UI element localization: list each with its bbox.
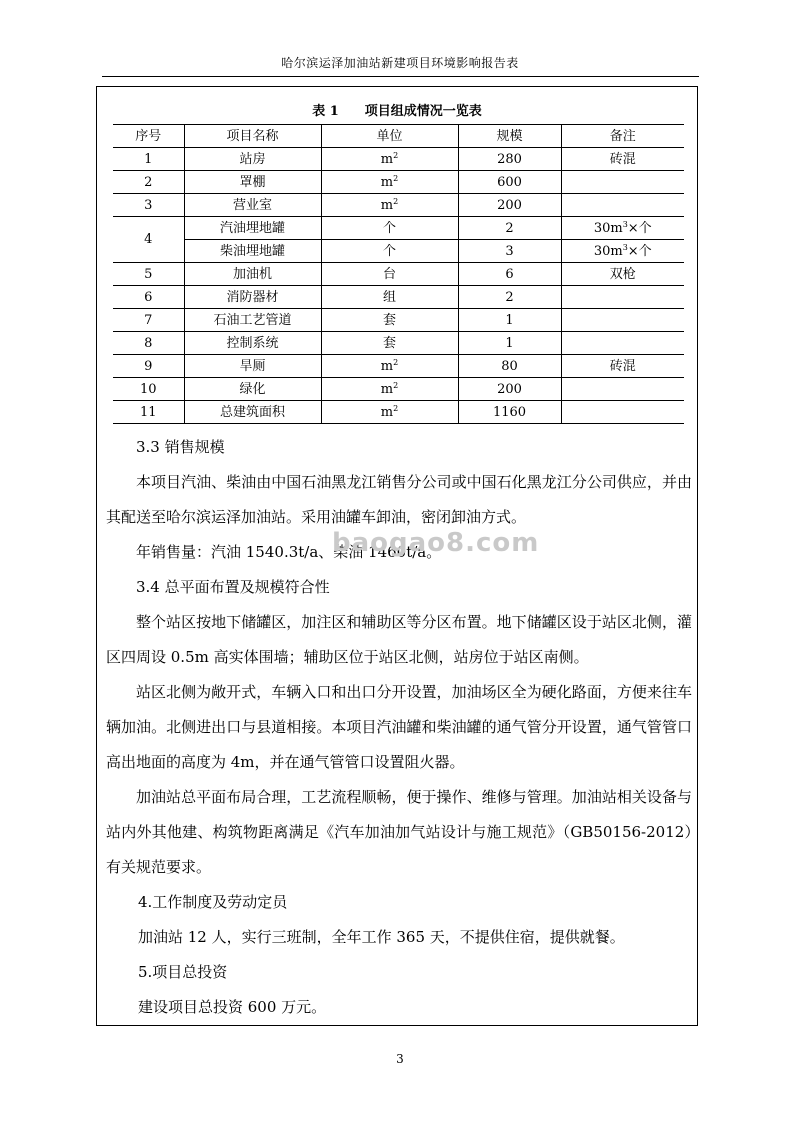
table-row [113,217,684,240]
paragraph-investment-total: 建设项目总投资 600 万元。 [138,998,327,1016]
cell-no: 3 [113,194,184,217]
cell-scale: 1160 [458,401,561,424]
table-row [113,286,684,309]
cell-scale: 6 [458,263,561,286]
cell-name: 站房 [184,148,321,171]
report-header-title: 哈尔滨运泽加油站新建项目环境影响报告表 [281,56,519,70]
cell-note: 双枪 [561,263,684,286]
table-caption [96,100,698,119]
cell-name: 柴油埋地罐 [184,240,321,263]
cell-no: 7 [113,309,184,332]
cell-scale: 200 [458,194,561,217]
cell-no: 4 [113,217,184,263]
cell-name: 罩棚 [184,171,321,194]
cell-note [561,378,684,401]
cell-unit: $m^2$ [321,148,458,171]
section-heading-sales: 3.3 销售规模 [136,438,225,456]
project-composition-table [113,124,684,424]
cell-scale: 280 [458,148,561,171]
cell-scale: 80 [458,355,561,378]
paragraph-layout-compliance: 加油站总平面布局合理，工艺流程顺畅，便于操作、维修与管理。加油站相关设备与站内外其他建、构筑物距离满足《汽车加油加气站设计与施工规范》（GB50156-2012）有关规范要求。 [106,788,692,876]
table-row [113,401,684,424]
table-row [113,332,684,355]
cell-unit: 台 [321,263,458,286]
table-caption-number: 表 1 [312,104,339,119]
cell-no: 8 [113,332,184,355]
paragraph-sales-volume: 年销售量：汽油 1540.3t/a、柴油 1460t/a。 [136,543,442,561]
cell-note [561,286,684,309]
cell-unit: 个 [321,240,458,263]
table-row [113,171,684,194]
table-header-row [113,125,684,148]
cell-no: 11 [113,401,184,424]
table-row [113,309,684,332]
cell-note [561,309,684,332]
paragraph-layout-access: 站区北侧为敞开式，车辆入口和出口分开设置，加油场区全为硬化路面，方便来往车辆加油。北侧进出口与县道相接。本项目汽油罐和柴油罐的通气管分开设置，通气管管口高出地面的高度为 4m，并在通气管管口设置阻火器。 [106,683,692,771]
cell-note: 砖混 [561,148,684,171]
table-row [113,240,684,263]
cell-scale: 3 [458,240,561,263]
table-row [113,355,684,378]
cell-name: 加油机 [184,263,321,286]
cell-no: 1 [113,148,184,171]
report-body [106,430,692,1025]
cell-scale: 600 [458,171,561,194]
table-row [113,263,684,286]
cell-name: 旱厕 [184,355,321,378]
cell-name: 消防器材 [184,286,321,309]
cell-note [561,171,684,194]
cell-name: 总建筑面积 [184,401,321,424]
section-heading-work: 4.工作制度及劳动定员 [138,893,288,911]
cell-note [561,401,684,424]
paragraph-layout-zoning: 整个站区按地下储罐区，加注区和辅助区等分区布置。地下储罐区设于站区北侧，灌区四周设 0.5m 高实体围墙；辅助区位于站区北侧，站房位于站区南侧。 [106,613,692,666]
cell-scale: 1 [458,309,561,332]
cell-unit: $m^2$ [321,194,458,217]
cell-name: 营业室 [184,194,321,217]
paragraph-sales-supply: 本项目汽油、柴油由中国石油黑龙江销售分公司或中国石化黑龙江分公司供应，并由其配送至哈尔滨运泽加油站。采用油罐车卸油，密闭卸油方式。 [106,473,692,526]
cell-unit: 组 [321,286,458,309]
cell-unit: 套 [321,332,458,355]
page-number: 3 [396,1052,404,1066]
cell-unit: 套 [321,309,458,332]
table-row [113,378,684,401]
column-header: 项目名称 [184,125,321,148]
header-rule [102,76,699,77]
cell-unit: $m^2$ [321,378,458,401]
section-heading-investment: 5.项目总投资 [138,963,228,981]
section-heading-layout: 3.4 总平面布置及规模符合性 [136,578,330,596]
column-header: 单位 [321,125,458,148]
cell-note: 砖混 [561,355,684,378]
cell-scale: 200 [458,378,561,401]
cell-unit: $m^2$ [321,401,458,424]
cell-note [561,332,684,355]
cell-no: 9 [113,355,184,378]
cell-unit: $m^2$ [321,355,458,378]
cell-note [561,194,684,217]
cell-no: 10 [113,378,184,401]
cell-unit: 个 [321,217,458,240]
cell-unit: $m^2$ [321,171,458,194]
cell-note: $30m^3\times$个 [561,217,684,240]
cell-scale: 2 [458,217,561,240]
cell-scale: 1 [458,332,561,355]
cell-name: 控制系统 [184,332,321,355]
cell-no: 6 [113,286,184,309]
cell-name: 绿化 [184,378,321,401]
cell-name: 汽油埋地罐 [184,217,321,240]
cell-no: 5 [113,263,184,286]
cell-name: 石油工艺管道 [184,309,321,332]
cell-no: 2 [113,171,184,194]
table-row [113,194,684,217]
table-row [113,148,684,171]
cell-note: $30m^3\times$个 [561,240,684,263]
column-header: 备注 [561,125,684,148]
column-header: 序号 [113,125,184,148]
watermark: baogao8.com [332,528,540,558]
cell-scale: 2 [458,286,561,309]
table-caption-title: 项目组成情况一览表 [364,104,482,119]
paragraph-work-staffing: 加油站 12 人，实行三班制，全年工作 365 天，不提供住宿，提供就餐。 [138,928,625,946]
column-header: 规模 [458,125,561,148]
